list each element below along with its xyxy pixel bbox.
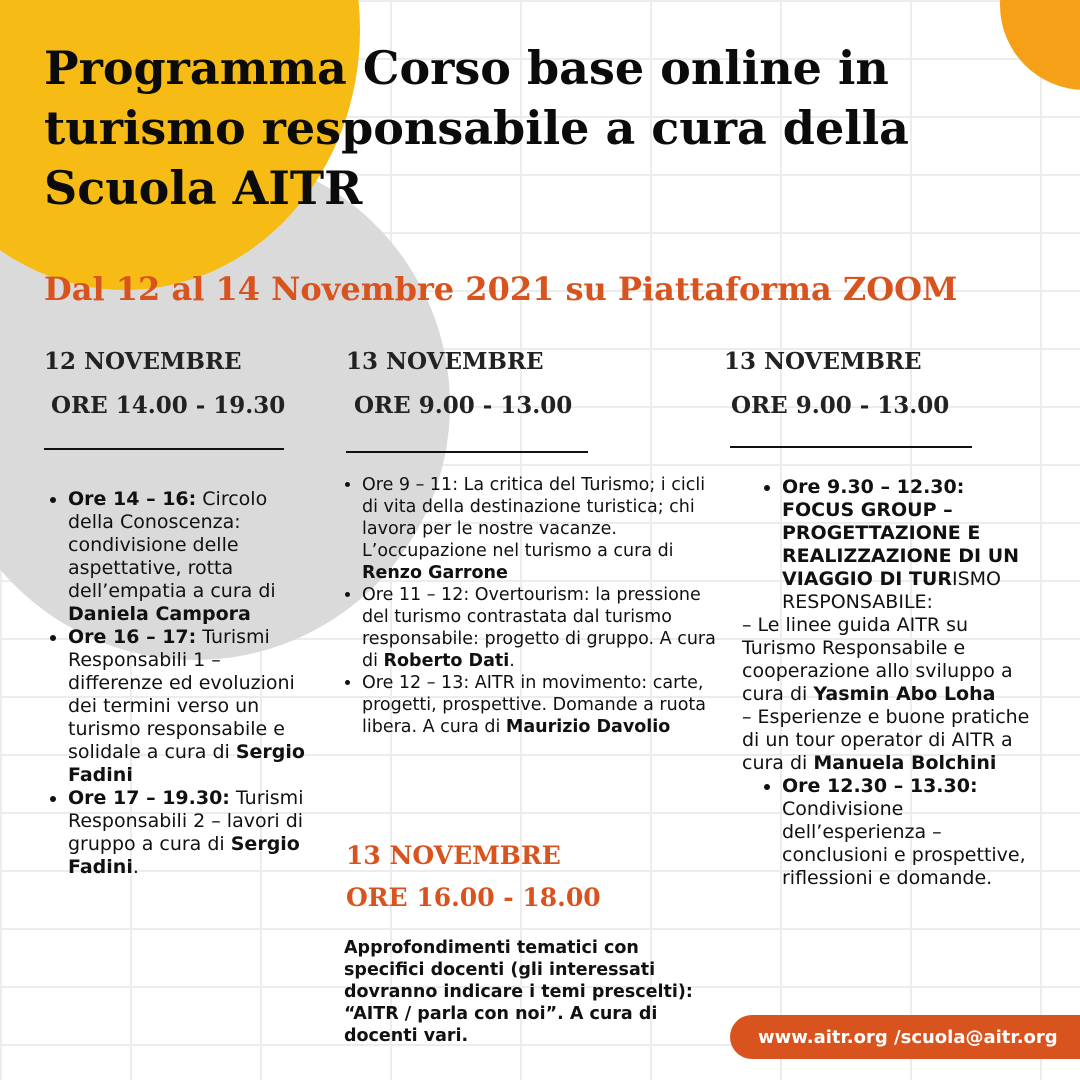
col1-header	[44, 340, 324, 428]
col2-time: ORE 9.00 - 13.00	[354, 392, 573, 419]
event-dates-subtitle: Dal 12 al 14 Novembre 2021 su Piattaforma ZOOM	[44, 270, 958, 308]
col3-header	[724, 340, 1024, 428]
col1-time: ORE 14.00 - 19.30	[51, 392, 286, 419]
list-item: • Ore 9.30 – 12.30: FOCUS GROUP – PROGETTAZIONE E REALIZZAZIONE DI UN VIAGGIO DI TURISMO RESPONSABILE:	[782, 476, 1042, 614]
col3-divider	[730, 446, 972, 448]
footer-contact-banner	[730, 1015, 1080, 1059]
list-item: • Ore 9 – 11: La critica del Turismo; i cicli di vita della destinazione turistica; chi lavora per le nostre vacanze. L’occupazione nel turismo a cura di Renzo Garrone	[362, 474, 718, 584]
col2-header	[346, 340, 626, 428]
col3-schedule	[742, 476, 1042, 890]
col2-afternoon-time: ORE 16.00 - 18.00	[346, 883, 601, 912]
col3-date: 13 NOVEMBRE	[724, 348, 922, 375]
col2-afternoon-date: 13 NOVEMBRE	[346, 841, 561, 870]
footer-contact-link[interactable]: www.aitr.org /scuola@aitr.org	[758, 1026, 1058, 1048]
list-item: • Ore 12.30 – 13.30: Condivisione dell’esperienza – conclusioni e prospettive, riflessioni e domande.	[782, 775, 1042, 890]
col3-subitem: – Le linee guida AITR su Turismo Responsabile e cooperazione allo sviluppo a cura di Yasmin Abo Loha	[742, 614, 1013, 705]
col2-schedule	[338, 474, 718, 738]
col2-afternoon-text: Approfondimenti tematici con specifici docenti (gli interessati dovranno indicare i temi prescelti): “AITR / parla con noi”. A cura di docenti vari.	[344, 938, 693, 1046]
col2-divider	[346, 451, 588, 453]
col2-afternoon-header	[346, 835, 646, 919]
list-item: • Ore 12 – 13: AITR in movimento: carte, progetti, prospettive. Domande a ruota libera. A cura di Maurizio Davolio	[362, 672, 718, 738]
list-item: • Ore 16 – 17: Turismi Responsabili 1 – differenze ed evoluzioni dei termini verso un turismo responsabile e solidale a cura di Sergio Fadini	[68, 626, 316, 787]
list-item: • Ore 17 – 19.30: Turismi Responsabili 2 – lavori di gruppo a cura di Sergio Fadini.	[68, 787, 316, 879]
list-item: • Ore 14 – 16: Circolo della Conoscenza: condivisione delle aspettative, rotta dell’empatia a cura di Daniela Campora	[68, 488, 316, 626]
col1-divider	[44, 448, 284, 450]
col2-date: 13 NOVEMBRE	[346, 348, 544, 375]
col3-time: ORE 9.00 - 13.00	[731, 392, 950, 419]
page-title: Programma Corso base online in turismo responsabile a cura della Scuola AITR	[44, 41, 909, 215]
list-item: • Ore 11 – 12: Overtourism: la pressione del turismo contrastata dal turismo responsabile: progetto di gruppo. A cura di Roberto Dati.	[362, 584, 718, 672]
col1-date: 12 NOVEMBRE	[44, 348, 242, 375]
col3-subitem: – Esperienze e buone pratiche di un tour operator di AITR a cura di Manuela Bolchini	[742, 706, 1030, 774]
col1-schedule	[44, 488, 316, 879]
